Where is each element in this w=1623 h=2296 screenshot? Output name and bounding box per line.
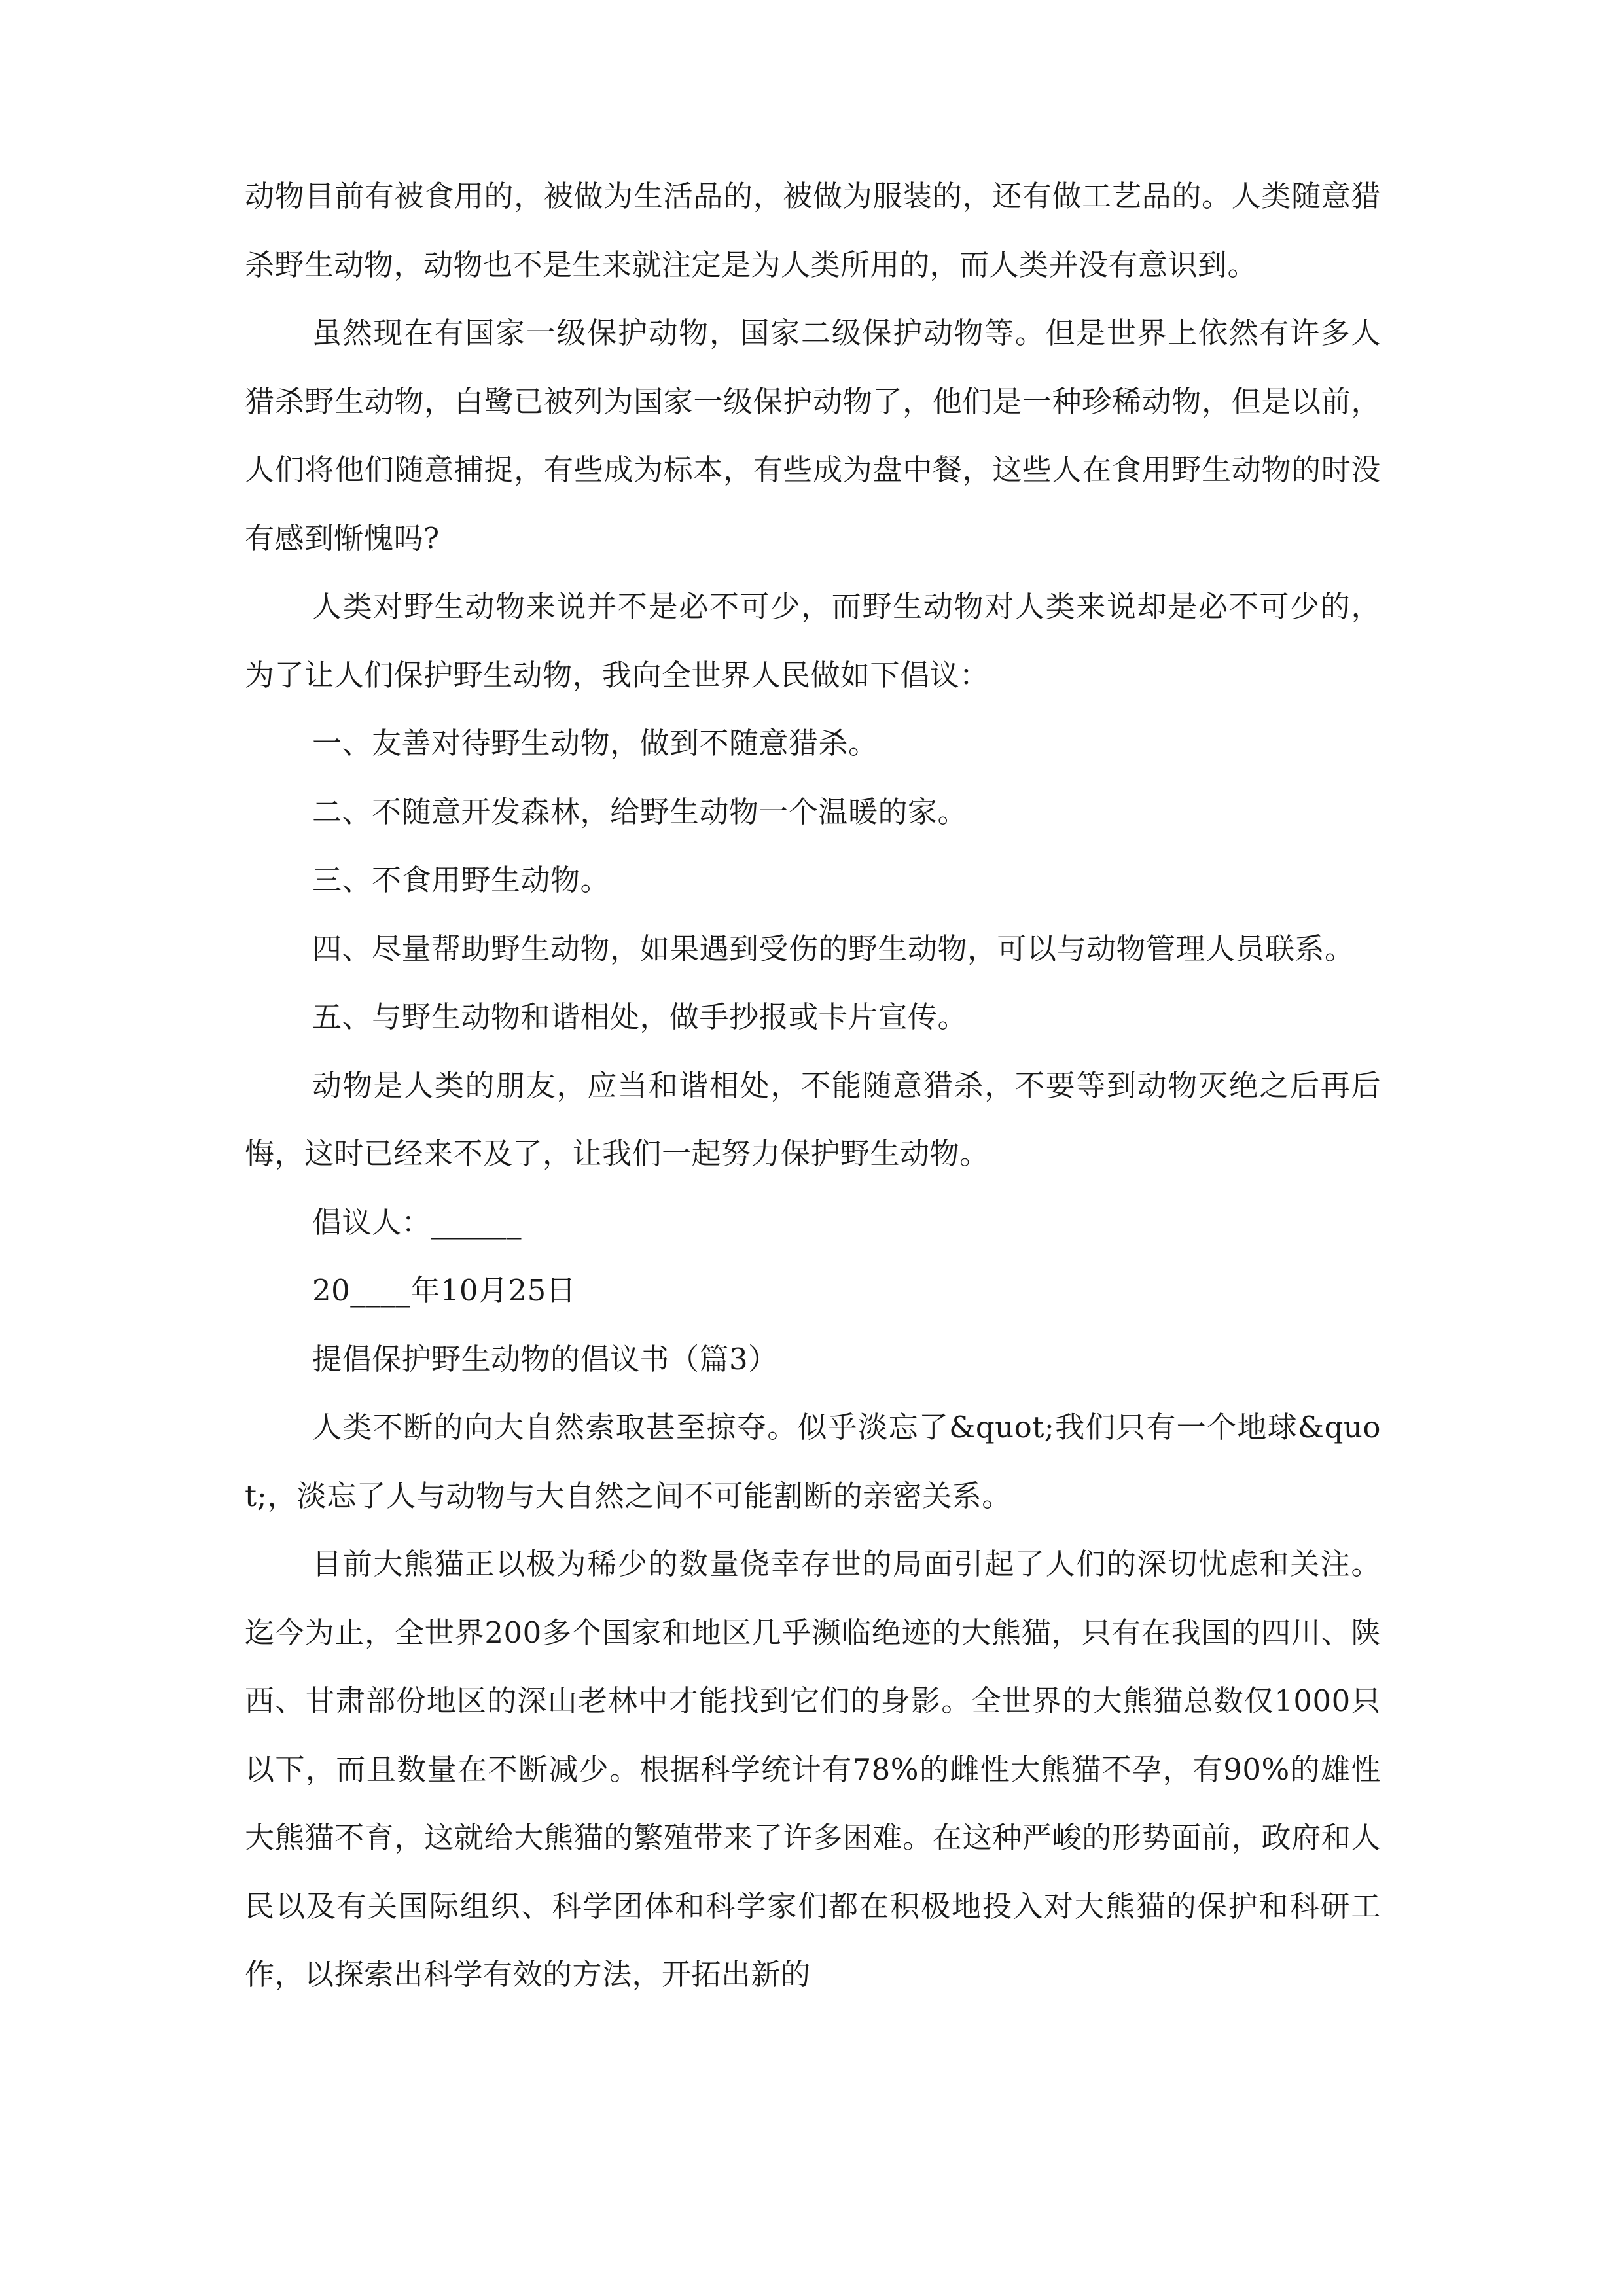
document-body xyxy=(245,162,1381,2009)
paragraph: 虽然现在有国家一级保护动物，国家二级保护动物等。但是世界上依然有许多人猎杀野生动物，白鹭已被列为国家一级保护动物了，他们是一种珍稀动物，但是以前，人们将他们随意捕捉，有些成为标本，有些成为盘中餐，这些人在食用野生动物的时没有感到惭愧吗? xyxy=(245,315,1381,556)
proposal-item-2: 二、不随意开发森林，给野生动物一个温暖的家。 xyxy=(312,794,968,829)
section-title: 提倡保护野生动物的倡议书（篇3） xyxy=(312,1341,778,1376)
paragraph: 人类不断的向大自然索取甚至掠夺。似乎淡忘了&quot;我们只有一个地球&quot;，淡忘了人与动物与大自然之间不可能割断的亲密关系。 xyxy=(245,1410,1381,1513)
paragraph: 人类对野生动物来说并不是必不可少，而野生动物对人类来说却是必不可少的，为了让人们保护野生动物，我向全世界人民做如下倡议： xyxy=(245,589,1381,692)
proposal-item-1: 一、友善对待野生动物，做到不随意猎杀。 xyxy=(312,726,878,761)
proposer-line: 倡议人：______ xyxy=(312,1204,522,1240)
paragraph: 动物是人类的朋友，应当和谐相处，不能随意猎杀，不要等到动物灭绝之后再后悔，这时已经来不及了，让我们一起努力保护野生动物。 xyxy=(245,1067,1381,1171)
proposal-item-4: 四、尽量帮助野生动物，如果遇到受伤的野生动物，可以与动物管理人员联系。 xyxy=(312,931,1355,966)
proposal-item-5: 五、与野生动物和谐相处，做手抄报或卡片宣传。 xyxy=(312,999,968,1034)
date-line: 20____年10月25日 xyxy=(312,1273,577,1308)
proposal-item-3: 三、不食用野生动物。 xyxy=(312,863,611,897)
paragraph: 动物目前有被食用的，被做为生活品的，被做为服装的，还有做工艺品的。人类随意猎杀野生动物，动物也不是生来就注定是为人类所用的，而人类并没有意识到。 xyxy=(245,179,1381,282)
paragraph: 目前大熊猫正以极为稀少的数量侥幸存世的局面引起了人们的深切忧虑和关注。迄今为止，全世界200多个国家和地区几乎濒临绝迹的大熊猫，只有在我国的四川、陕西、甘肃部份地区的深山老林中才能找到它们的身影。全世界的大熊猫总数仅1000只以下，而且数量在不断减少。根据科学统计有78%的雌性大熊猫不孕，有90%的雄性大熊猫不育，这就给大熊猫的繁殖带来了许多困难。在这种严峻的形势面前，政府和人民以及有关国际组织、科学团体和科学家们都在积极地投入对大熊猫的保护和科研工作，以探索出科学有效的方法，开拓出新的 xyxy=(245,1547,1381,1992)
